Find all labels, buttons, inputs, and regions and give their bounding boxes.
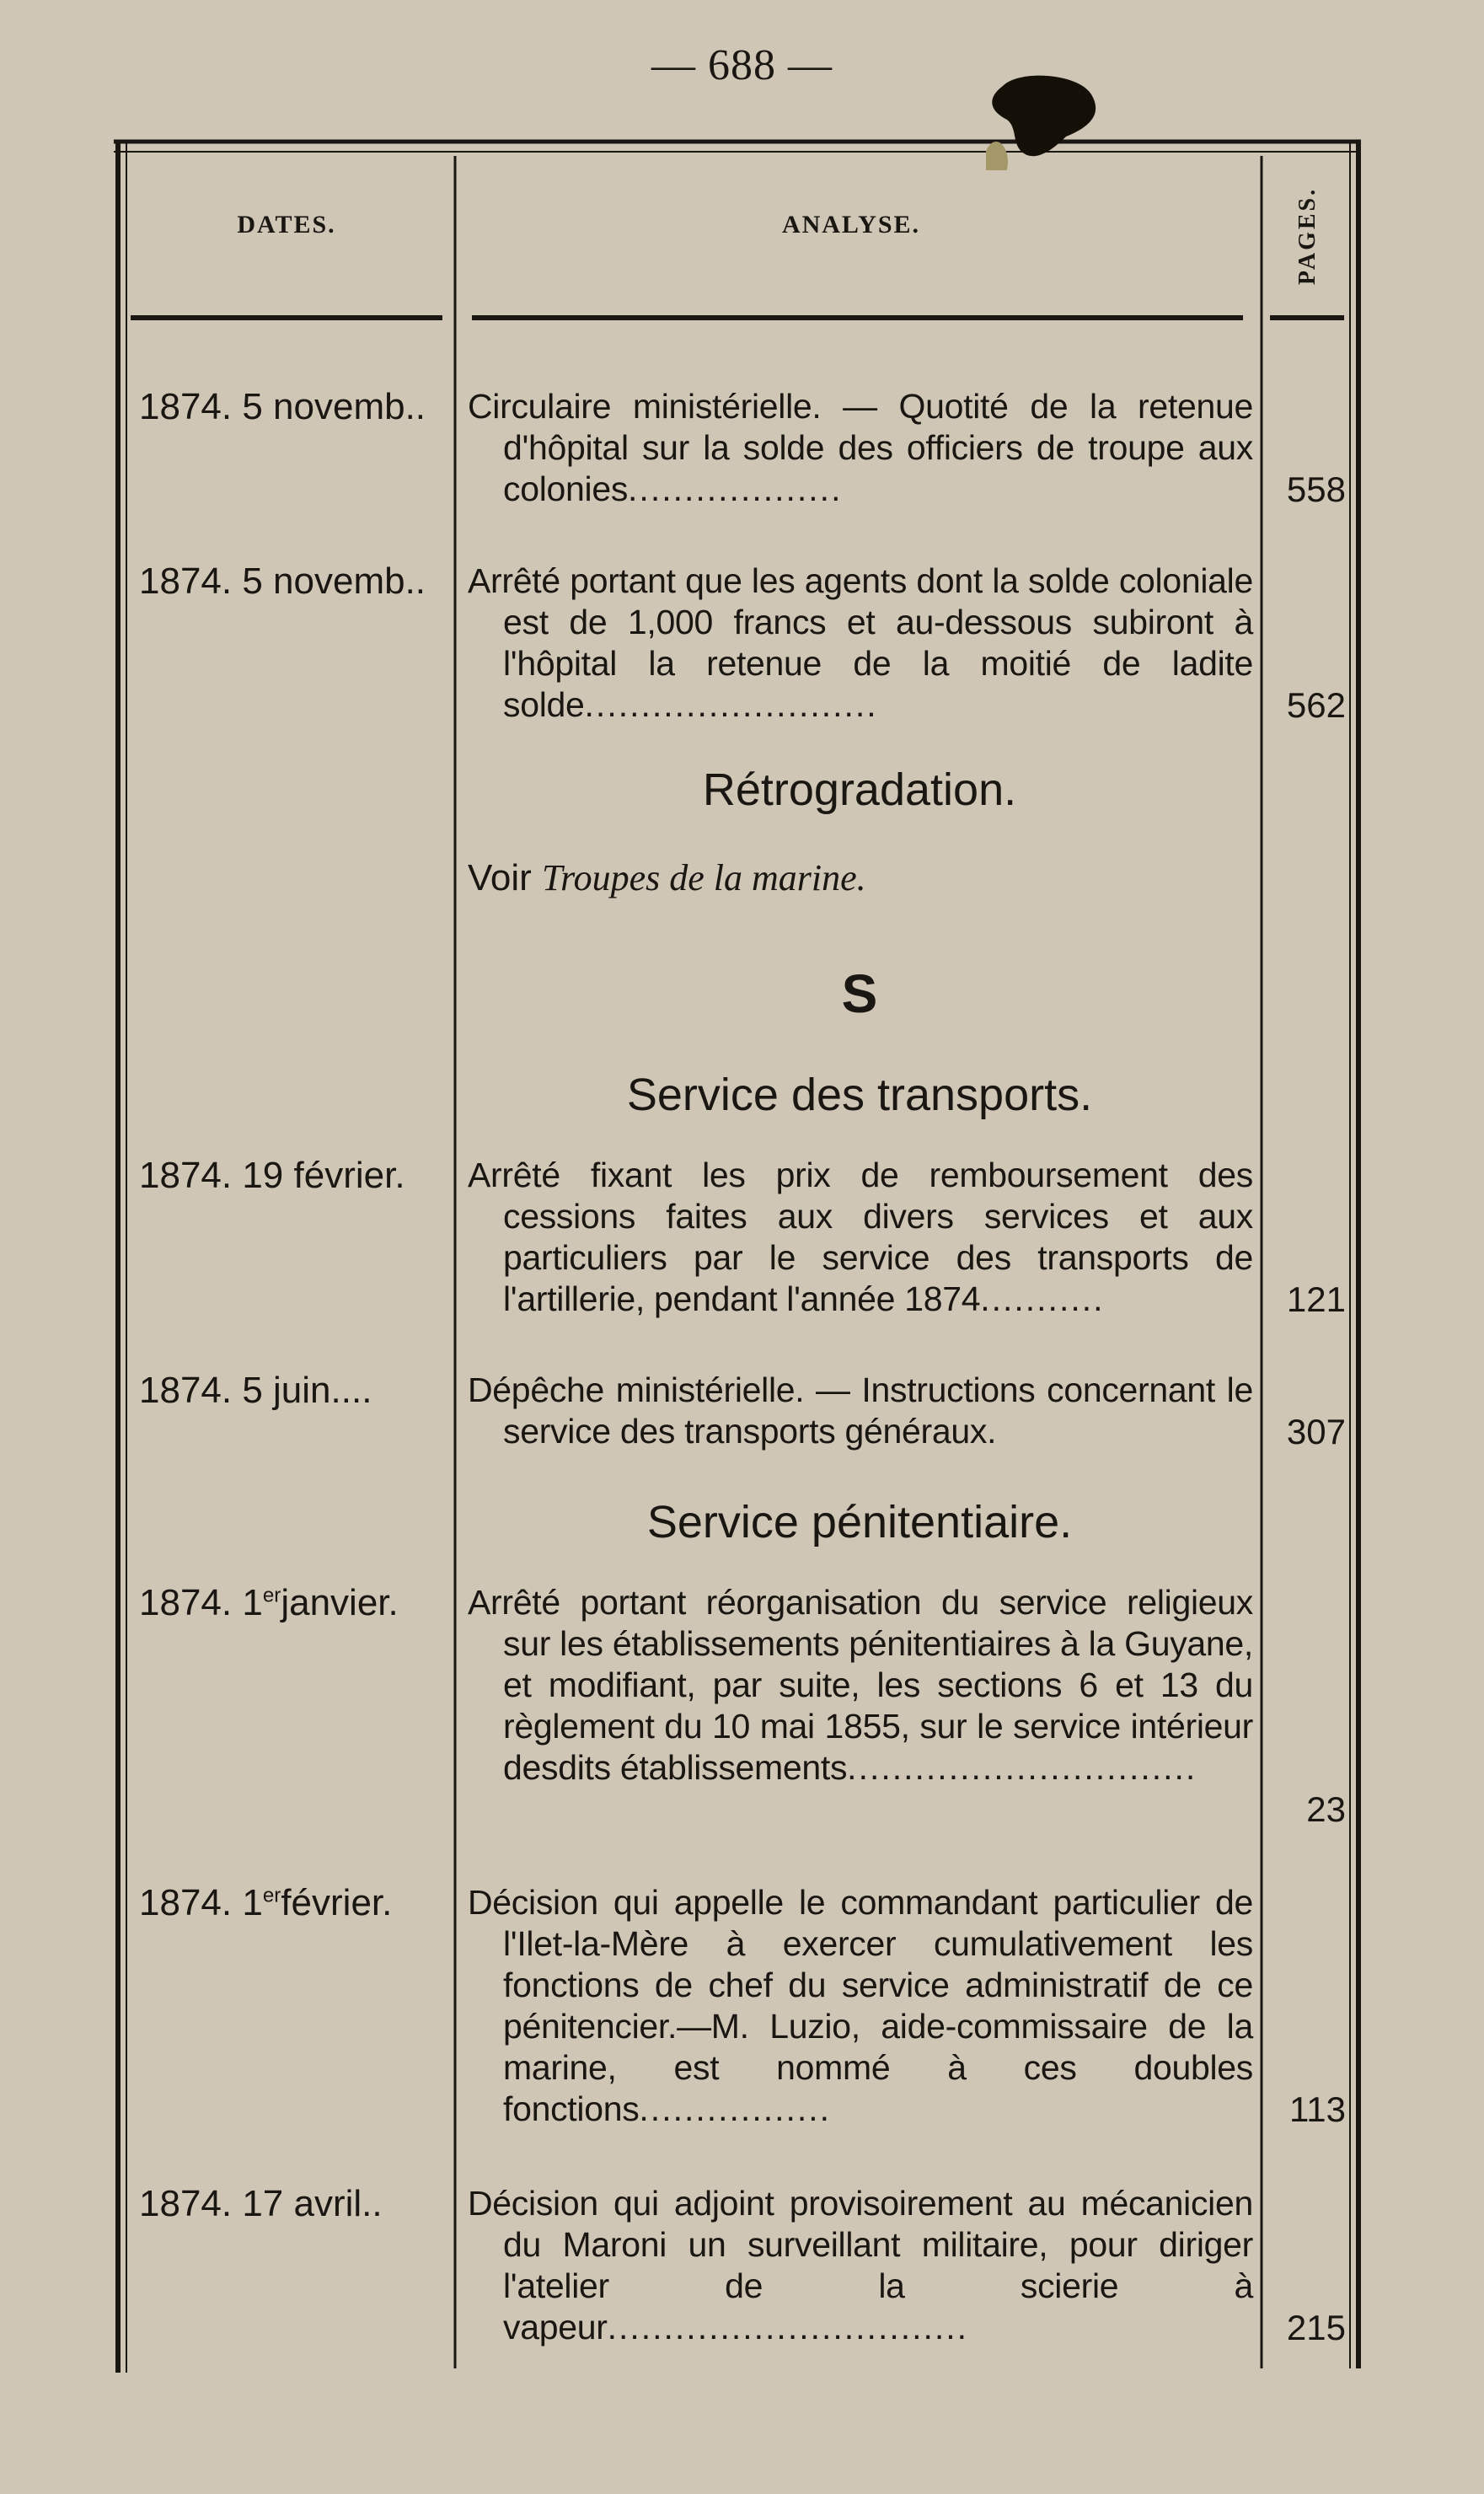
entry-date: 1874. 5 juin....	[139, 1370, 372, 1411]
entry-page: 562	[1286, 685, 1346, 725]
entry-page: 307	[1286, 1412, 1346, 1451]
entry-analysis: Circulaire ministérielle. — Quotité de la retenue d'hôpital sur la solde des officiers de troupe aux colonies...................	[468, 387, 1253, 508]
section-title-transports: Service des transports.	[626, 1070, 1093, 1120]
entry-date: 1874. 19 février.	[139, 1155, 405, 1196]
entry-date: 1874. 1erjanvier.	[139, 1582, 399, 1623]
cross-reference: Voir Troupes de la marine.	[468, 857, 866, 898]
header-analyse: ANALYSE.	[781, 211, 921, 239]
header-dates: DATES.	[237, 211, 336, 239]
header-pages: PAGES.	[1294, 186, 1321, 286]
ink-blot	[986, 69, 1104, 170]
entry-page: 215	[1286, 2308, 1346, 2347]
entry-page: 121	[1286, 1279, 1346, 1319]
letter-heading: S	[841, 963, 878, 1024]
entry-date: 1874. 17 avril..	[139, 2183, 383, 2224]
entry-page: 558	[1286, 469, 1346, 509]
entry-page: 23	[1306, 1789, 1346, 1829]
entry-analysis: Dépêche ministérielle. — Instructions concernant le service des transports généraux.	[468, 1370, 1253, 1451]
entry-date: 1874. 1erfévrier.	[139, 1882, 393, 1923]
entry-analysis: Arrêté fixant les prix de remboursement des cessions faites aux divers services et aux particuliers par le service des transports de l'artillerie, pendant l'année 1874...........	[468, 1156, 1253, 1318]
entry-analysis: Décision qui adjoint provisoirement au mécanicien du Maroni un surveillant militaire, pour diriger l'atelier de la scierie à vapeur................................	[468, 2184, 1253, 2347]
section-title-retrogradation: Rétrogradation.	[702, 764, 1017, 815]
page-number: — 688 —	[651, 41, 833, 89]
entry-page: 113	[1289, 2089, 1346, 2129]
entry-date: 1874. 5 novemb..	[139, 386, 426, 427]
entry-analysis: Décision qui appelle le commandant particulier de l'Ilet-la-Mère à exercer cumulativement les fonctions de chef du service administratif de ce pénitencier.—M. Luzio, aide-commissaire de la marine, est nommé à ces doubles fonctions.................	[468, 1883, 1253, 2128]
entry-date: 1874. 5 novemb..	[139, 560, 426, 602]
section-title-penitentiaire: Service pénitentiaire.	[646, 1497, 1073, 1547]
entry-analysis: Arrêté portant que les agents dont la solde coloniale est de 1,000 francs et au-dessous subiront à l'hôpital la retenue de la moitié de ladite solde..........................	[468, 561, 1253, 724]
entry-analysis: Arrêté portant réorganisation du service religieux sur les établissements pénitentiaires à la Guyane, et modifiant, par suite, les sections 6 et 13 du règlement du 10 mai 1855, sur le service intérieur desdits établissements...............................	[468, 1583, 1253, 1787]
